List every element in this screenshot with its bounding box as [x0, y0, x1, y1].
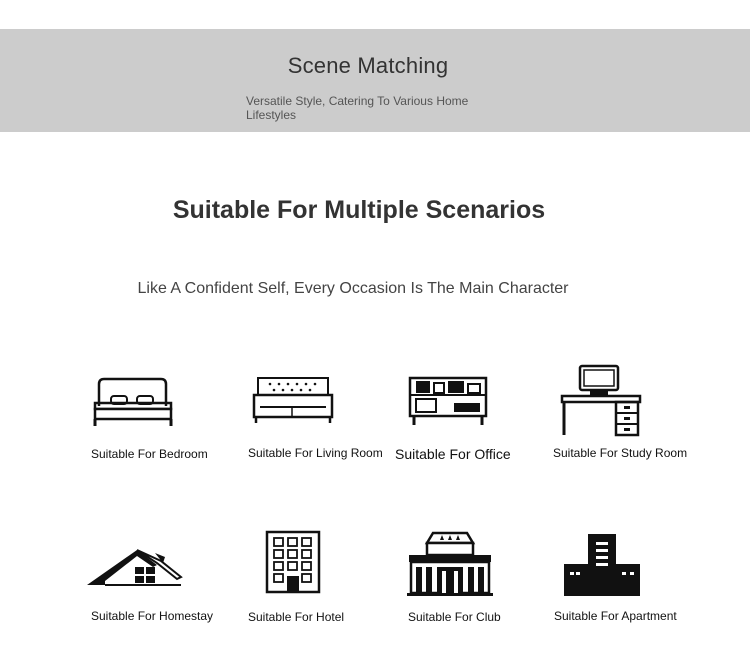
apartment-icon — [562, 532, 642, 596]
scenario-label: Suitable For Living Room — [248, 446, 383, 460]
scenario-label: Suitable For Study Room — [553, 446, 688, 460]
banner-title: Scene Matching — [287, 53, 449, 78]
house-icon — [85, 545, 185, 587]
scenario-homestay — [80, 540, 230, 640]
office-cabinet-icon — [408, 375, 488, 427]
scenario-label: Suitable For Office — [395, 446, 511, 462]
scenario-office — [395, 360, 545, 470]
section-heading: Suitable For Multiple Scenarios — [172, 196, 546, 224]
scenario-label: Suitable For Bedroom — [91, 447, 208, 461]
scenario-apartment — [550, 525, 700, 635]
scenario-living-room — [240, 355, 390, 465]
club-building-icon — [407, 529, 493, 597]
desk-computer-icon — [560, 363, 642, 437]
scenario-label: Suitable For Homestay — [91, 609, 214, 623]
scenario-hotel — [240, 525, 390, 635]
banner-subtitle: Versatile Style, Catering To Various Home Lifestyles — [246, 94, 469, 122]
section-subheading: Like A Confident Self, Every Occasion Is The Main Character — [137, 280, 569, 297]
sofa-icon — [252, 375, 334, 433]
hotel-building-icon — [265, 530, 321, 594]
scenario-label: Suitable For Hotel — [248, 610, 345, 624]
scenario-study-room — [550, 360, 700, 470]
bed-icon — [93, 376, 173, 428]
scenario-label: Suitable For Apartment — [554, 609, 677, 623]
scenario-bedroom — [80, 360, 230, 470]
scenario-label: Suitable For Club — [408, 610, 501, 624]
scenario-club — [395, 525, 545, 635]
